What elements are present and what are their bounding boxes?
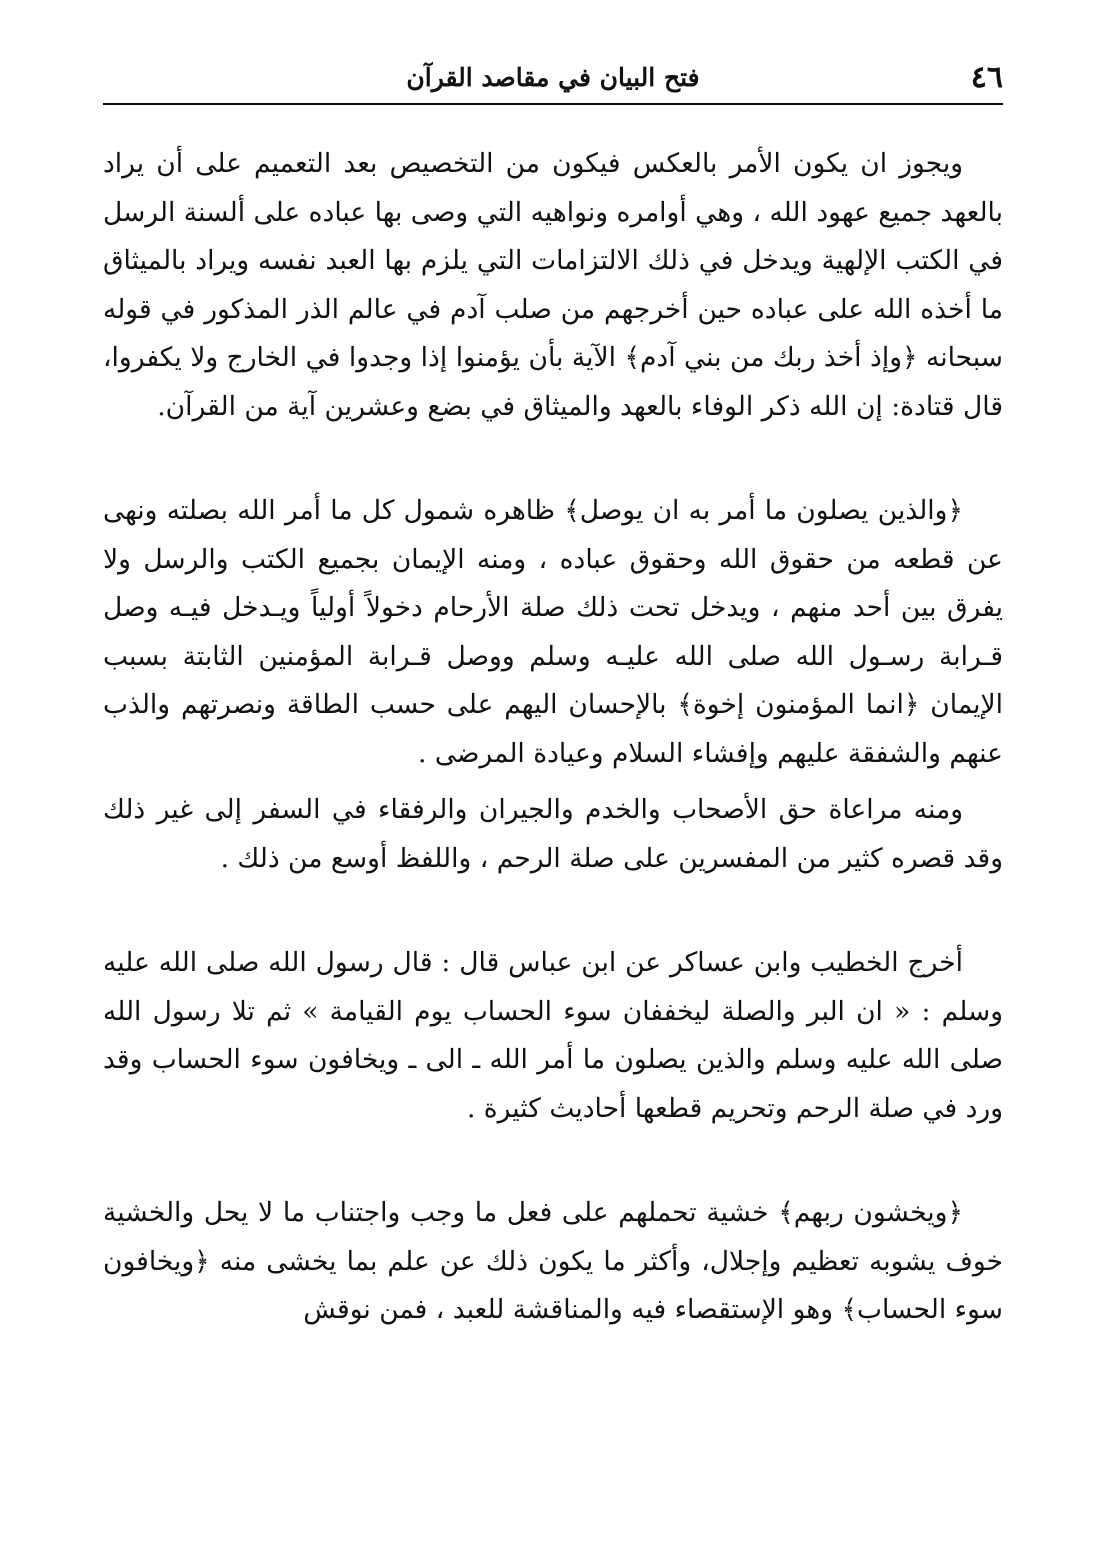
- page-number: ٤٦: [970, 60, 1003, 95]
- paragraph: ﴿والذين يصلون ما أمر به ان يوصل﴾ ظاهره شمول كل ما أمر الله بصلته ونهى عن قطعه من حقوق الله وحقوق عباده ، ومنه الإيمان بجميع الكتب والرسل ولا يفرق بين أحد منهم ، ويدخل تحت ذلك صلة الأرحام دخولاً أولياً ويـدخل فيـه وصل قـرابة رسـول الله صلى الله عليـه وسلم ووصل قـرابة المؤمنين الثابتة بسبب الإيمان ﴿انما المؤمنون إخوة﴾ بالإحسان اليهم على حسب الطاقة ونصرتهم والذب عنهم والشفقة عليهم وإفشاء السلام وعيادة المرضى .: [103, 495, 1003, 769]
- paragraph-gap: [103, 778, 1003, 786]
- paragraph: ومنه مراعاة حق الأصحاب والخدم والجيران والرفقاء في السفر إلى غير ذلك وقد قصره كثير من المفسرين على صلة الرحم ، واللفظ أوسع من ذلك .: [103, 794, 1003, 874]
- paragraph: أخرج الخطيب وابن عساكر عن ابن عباس قال : قال رسول الله صلى الله عليه وسلم : « ان البر والصلة ليخففان سوء الحساب يوم القيامة » ثم تلا رسول الله صلى الله عليه وسلم والذين يصلون ما أمر الله ـ الى ـ ويخافون سوء الحساب وقد ورد في صلة الرحم وتحريم قطعها أحاديث كثيرة .: [103, 947, 1003, 1124]
- paragraph-gap: [103, 1133, 1003, 1189]
- paragraph-gap: [103, 883, 1003, 939]
- page-body: [103, 140, 1003, 1335]
- header-rule: [103, 103, 1003, 105]
- running-title: فتح البيان في مقاصد القرآن: [406, 63, 700, 92]
- paragraph: ويجوز ان يكون الأمر بالعكس فيكون من التخصيص بعد التعميم على أن يراد بالعهد جميع عهود الله ، وهي أوامره ونواهيه التي وصى بها عباده على ألسنة الرسل في الكتب الإلهية ويدخل في ذلك الالتزامات التي يلزم بها العبد نفسه ويراد بالميثاق ما أخذه الله على عباده حين أخرجهم من صلب آدم في عالم الذر المذكور في قوله سبحانه ﴿وإذ أخذ ربك من بني آدم﴾ الآية بأن يؤمنوا إذا وجدوا في الخارج ولا يكفروا، قال قتادة: إن الله ذكر الوفاء بالعهد والميثاق في بضع وعشرين آية من القرآن.: [103, 148, 1003, 422]
- page-header: [103, 58, 1003, 104]
- paragraph: ﴿ويخشون ربهم﴾ خشية تحملهم على فعل ما وجب واجتناب ما لا يحل والخشية خوف يشوبه تعظيم وإجلال، وأكثر ما يكون ذلك عن علم بما يخشى منه ﴿ويخافون سوء الحساب﴾ وهو الإستقصاء فيه والمناقشة للعبد ، فمن نوقش: [103, 1197, 1003, 1325]
- paragraph-gap: [103, 431, 1003, 487]
